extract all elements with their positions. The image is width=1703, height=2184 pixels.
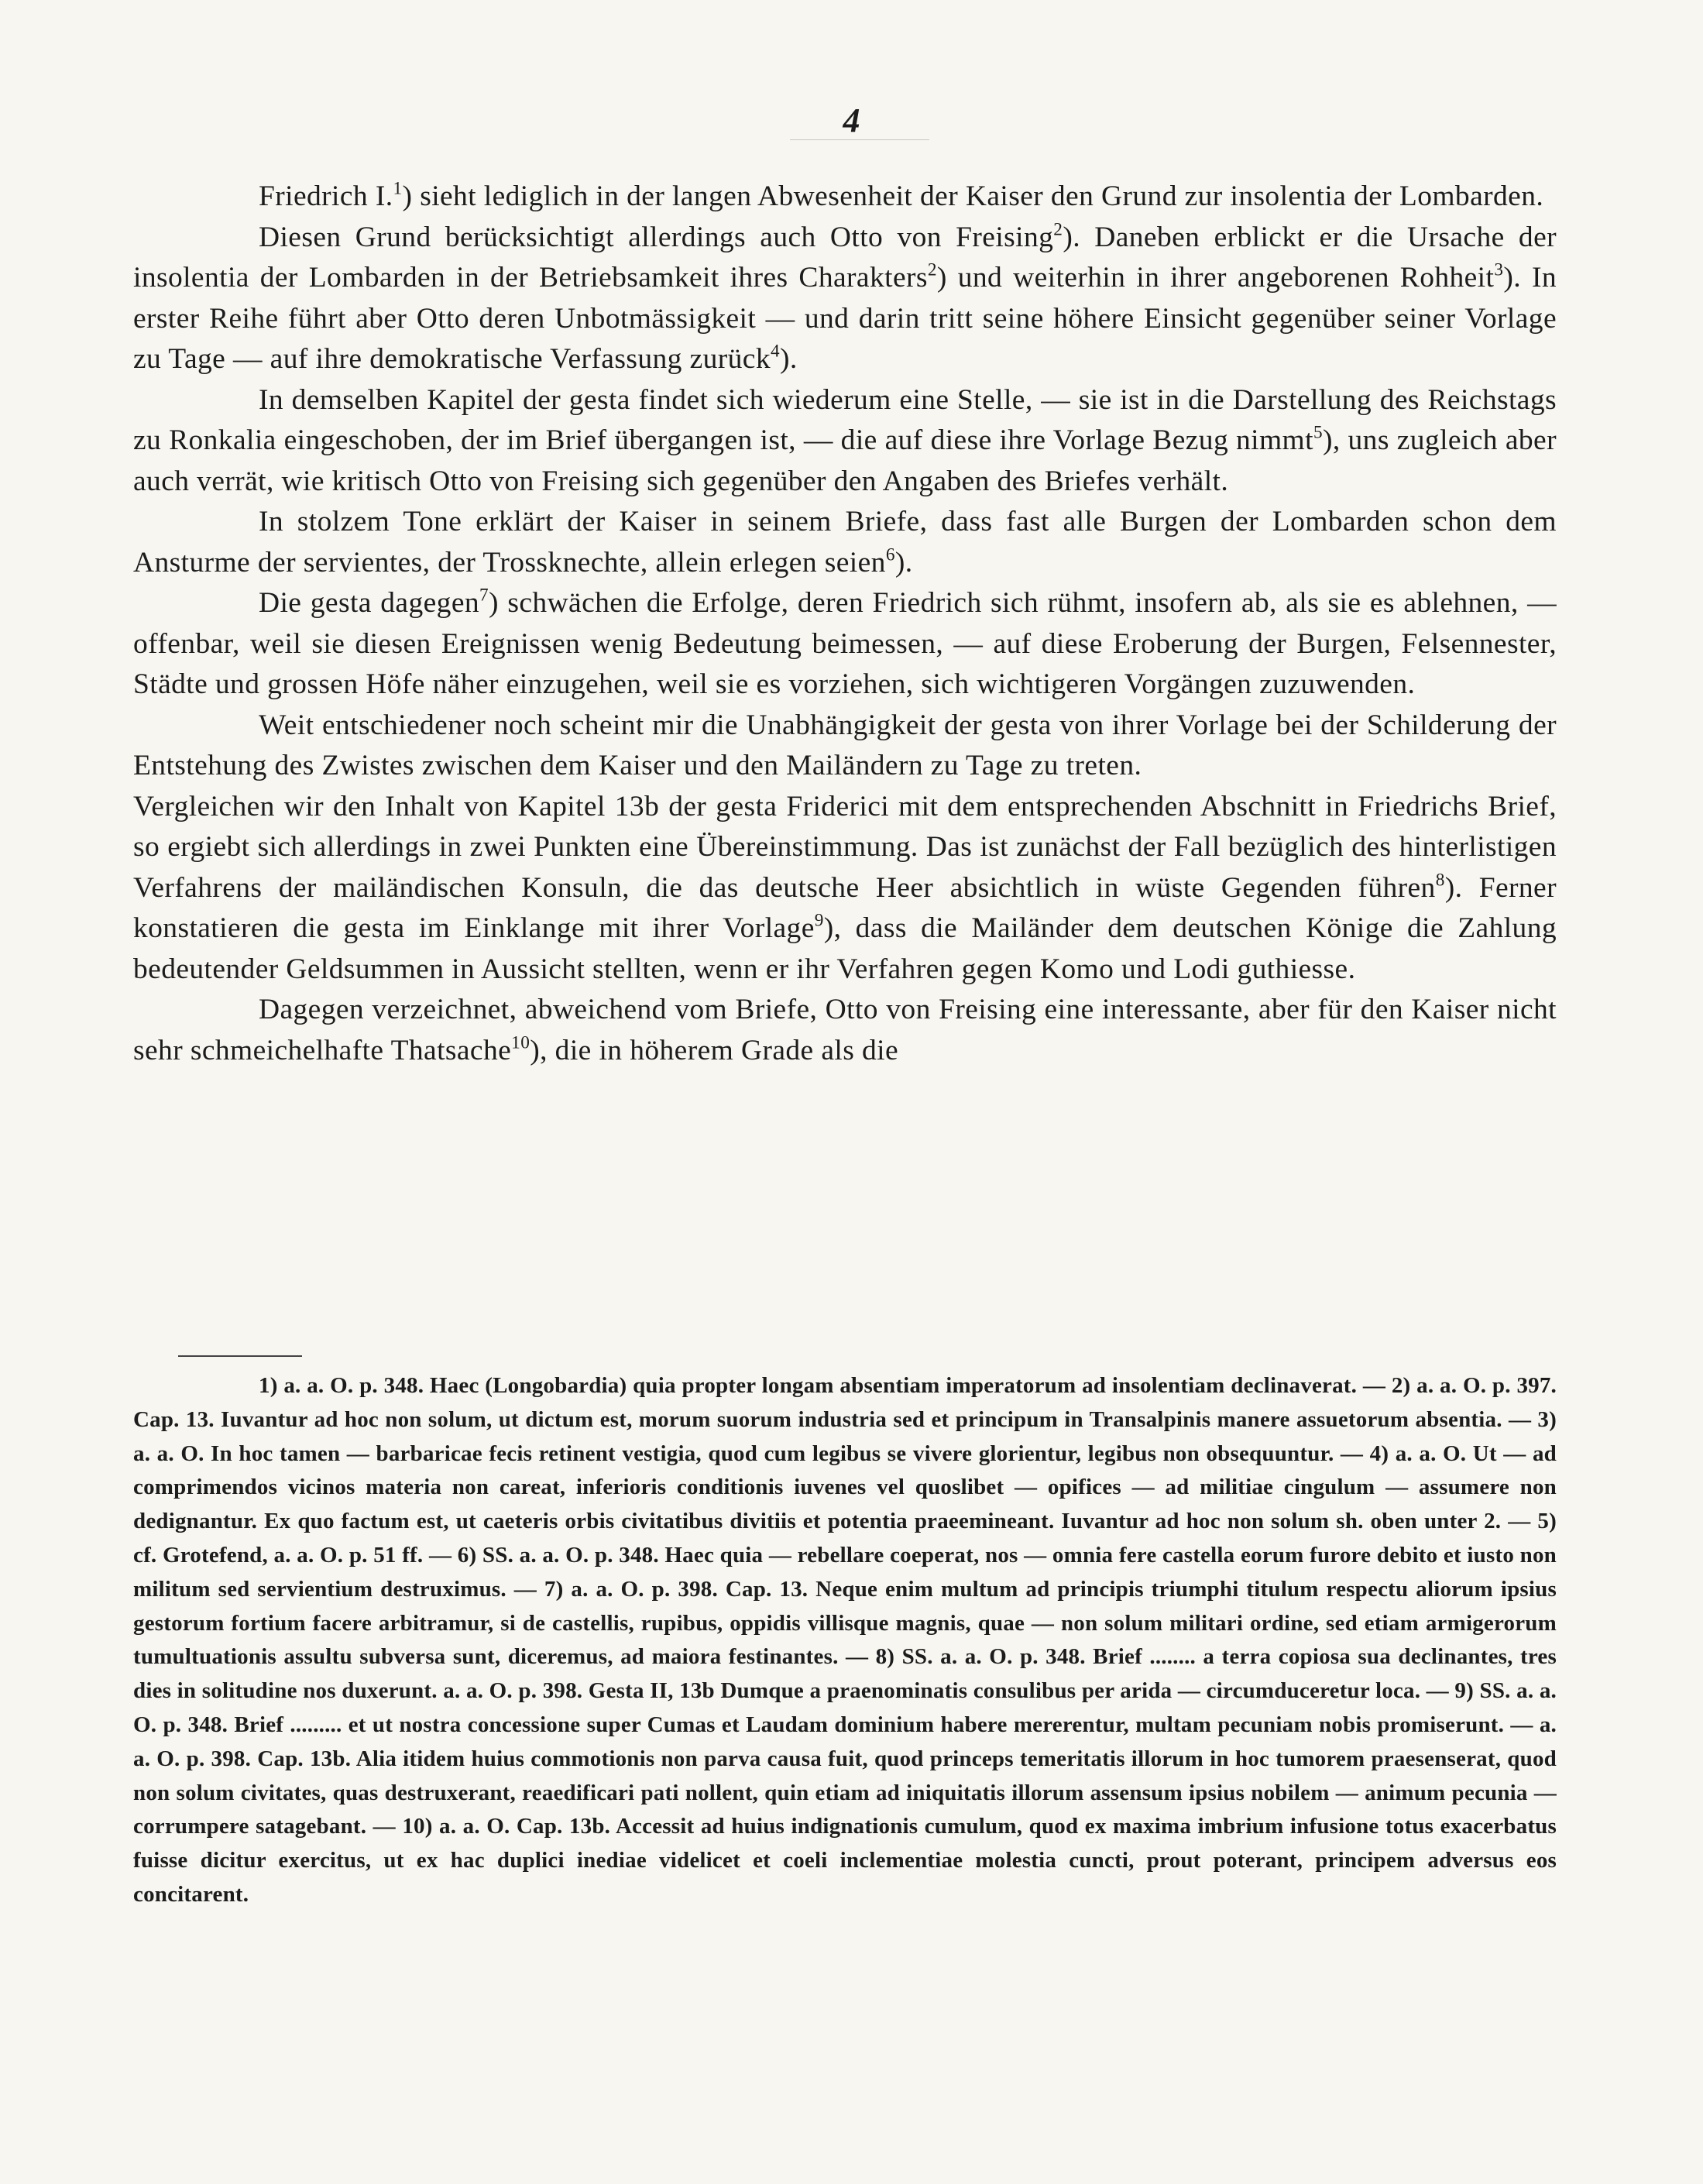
paragraph: Dagegen verzeichnet, abweichend vom Briefe, Otto von Freising eine interessante, aber für den Kaiser nicht sehr schmeichelhafte Thatsache$^{10}$), die in höherem Grade als die <box>133 994 1557 1066</box>
footnote-ref: 7 <box>479 585 489 606</box>
paragraph: In stolzem Tone erklärt der Kaiser in seinem Briefe, dass fast alle Burgen der Lombarden schon dem Ansturme der servientes, der Trossknechte, allein erlegen seien$^6$). <box>133 506 1557 579</box>
paragraph: Die gesta dagegen$^7$) schwächen die Erfolge, deren Friedrich sich rühmt, insofern ab, als sie es ablehnen, — offenbar, weil sie diesen Ereignissen wenig Bedeutung beimessen, — auf diese Eroberung der Burgen, Felsennester, Städte und grossen Höfe näher einzugehen, weil sie es vorziehen, sich wichtigeren Vorgängen zuzuwenden. <box>133 585 1557 700</box>
footnote-ref: 9 <box>814 910 824 931</box>
footnote-ref: 8 <box>1435 870 1445 891</box>
paragraph: In demselben Kapitel der gesta findet sich wiederum eine Stelle, — sie ist in die Darstellung des Reichstags zu Ronkalia eingeschoben, der im Brief übergangen ist, — die auf diese ihre Vorlage Bezug nimmt$^5$), uns zugleich aber auch verrät, wie kritisch Otto von Freising sich gegenüber den Angaben des Briefes verhält. <box>133 383 1557 497</box>
header-rule <box>790 139 929 140</box>
footnote-ref: 2 <box>927 259 937 280</box>
footnote-separator <box>178 1355 302 1357</box>
paragraph: Friedrich I.$^1$) sieht lediglich in der langen Abwesenheit der Kaiser den Grund zur insolentia der Lombarden. <box>259 178 1544 212</box>
paragraph: Vergleichen wir den Inhalt von Kapitel 13b der gesta Friderici mit dem entsprechenden Abschnitt in Friedrichs Brief, so ergiebt sich allerdings in zwei Punkten eine Übereinstimmung. Das ist zunächst der Fall bezüglich des hinterlistigen Verfahrens der mailändischen Konsuln, die das deutsche Heer absichtlich in wüste Gegenden führen$^8$). Ferner konstatieren die gesta im Einklange mit ihrer Vorlage$^9$), dass die Mailänder dem deutschen Könige die Zahlung bedeutender Geldsummen in Aussicht stellten, wenn er ihr Verfahren gegen Komo und Lodi guthiesse. <box>133 790 1557 985</box>
footnote-ref: 3 <box>1494 259 1504 280</box>
footnote-ref: 10 <box>511 1032 530 1053</box>
footnotes <box>133 1369 1557 1912</box>
footnote-ref: 5 <box>1313 422 1323 443</box>
body-text <box>133 177 1557 1071</box>
footnote-ref: 1 <box>393 178 403 199</box>
page-number: 4 <box>843 101 860 139</box>
footnotes-text: 1) a. a. O. p. 348. Haec (Longobardia) quia propter longam absentiam imperatorum ad insolentiam declinaverat. — 2) a. a. O. p. 397. Cap. 13. Iuvantur ad hoc non solum, ut dictum est, morum suorum industria sed et principum in Transalpinis manere assuetorum absentia. — 3) a. a. O. In hoc tamen — barbaricae fecis retinent vestigia, quod cum legibus se vivere glorientur, legibus non obsequuntur. — 4) a. a. O. Ut — ad comprimendos vicinos materia non careat, inferioris conditionis iuvenes vel quoslibet — opifices — ad militiae cingulum — assumere non dedignantur. Ex quo factum est, ut caeteris orbis civitatibus divitiis et potentia praeemineant. Iuvantur ad hoc non solum sh. oben unter 2. — 5) cf. Grotefend, a. a. O. p. 51 ff. — 6) SS. a. a. O. p. 348. Haec quia — rebellare coeperat, nos — omnia fere castella eorum furore debito et iusto non militum sed servientium destruximus. — 7) a. a. O. p. 398. Cap. 13. Neque enim multum ad principis triumphi titulum respectu aliorum ipsius gestorum fortium facere arbitramur, si de castellis, rupibus, oppidis villisque magnis, quae — non solum militari ordine, sed etiam armigerorum tumultuationis assultu subversa sunt, diceremus, ad maiora festinantes. — 8) SS. a. a. O. p. 348. Brief ........ a terra copiosa sua declinantes, tres dies in solitudine nos duxerunt. a. a. O. p. 398. Gesta II, 13b Dumque a praenominatis consulibus per arida — circumduceretur loca. — 9) SS. a. a. O. p. 348. Brief ......... et ut nostra concessione super Cumas et Laudam dominium habere mererentur, multam pecuniam nobis promiserunt. — a. a. O. p. 398. Cap. 13b. Alia itidem huius commotionis non parva causa fuit, quod princeps temeritatis illorum in hoc tumorem praesenserat, quod non solum civitates, quas destruxerant, reaedificari pati nollent, quin etiam ad iniquitatis illorum assensum ipsius nobilem — animum pecunia — corrumpere satagebant. — 10) a. a. O. Cap. 13b. Accessit ad huius indignationis cumulum, quod ex maxima imbrium infusione totus exacerbatus fuisse dicitur exercitus, ut ex hac duplici inediae videlicet et coeli inclementiae molestia cuncti, prout poterant, principem adversus eos concitarent. <box>133 1373 1557 1907</box>
footnote-ref: 2 <box>1053 219 1063 240</box>
footnote-ref: 6 <box>885 544 895 565</box>
footnote-ref: 4 <box>771 341 781 362</box>
paragraph: Weit entschiedener noch scheint mir die Unabhängigkeit der gesta von ihrer Vorlage bei der Schilderung der Entstehung des Zwistes zwischen dem Kaiser und den Mailändern zu Tage zu treten. <box>133 709 1557 781</box>
paragraph: Diesen Grund berücksichtigt allerdings auch Otto von Freising$^2$). Daneben erblickt er die Ursache der insolentia der Lombarden in der Betriebsamkeit ihres Charakters$^2$) und weiterhin in ihrer angeborenen Rohheit$^3$). In erster Reihe führt aber Otto deren Unbotmässigkeit — und darin tritt seine höhere Einsicht gegenüber seiner Vorlage zu Tage — auf ihre demokratische Verfassung zurück$^4$). <box>133 219 1557 375</box>
